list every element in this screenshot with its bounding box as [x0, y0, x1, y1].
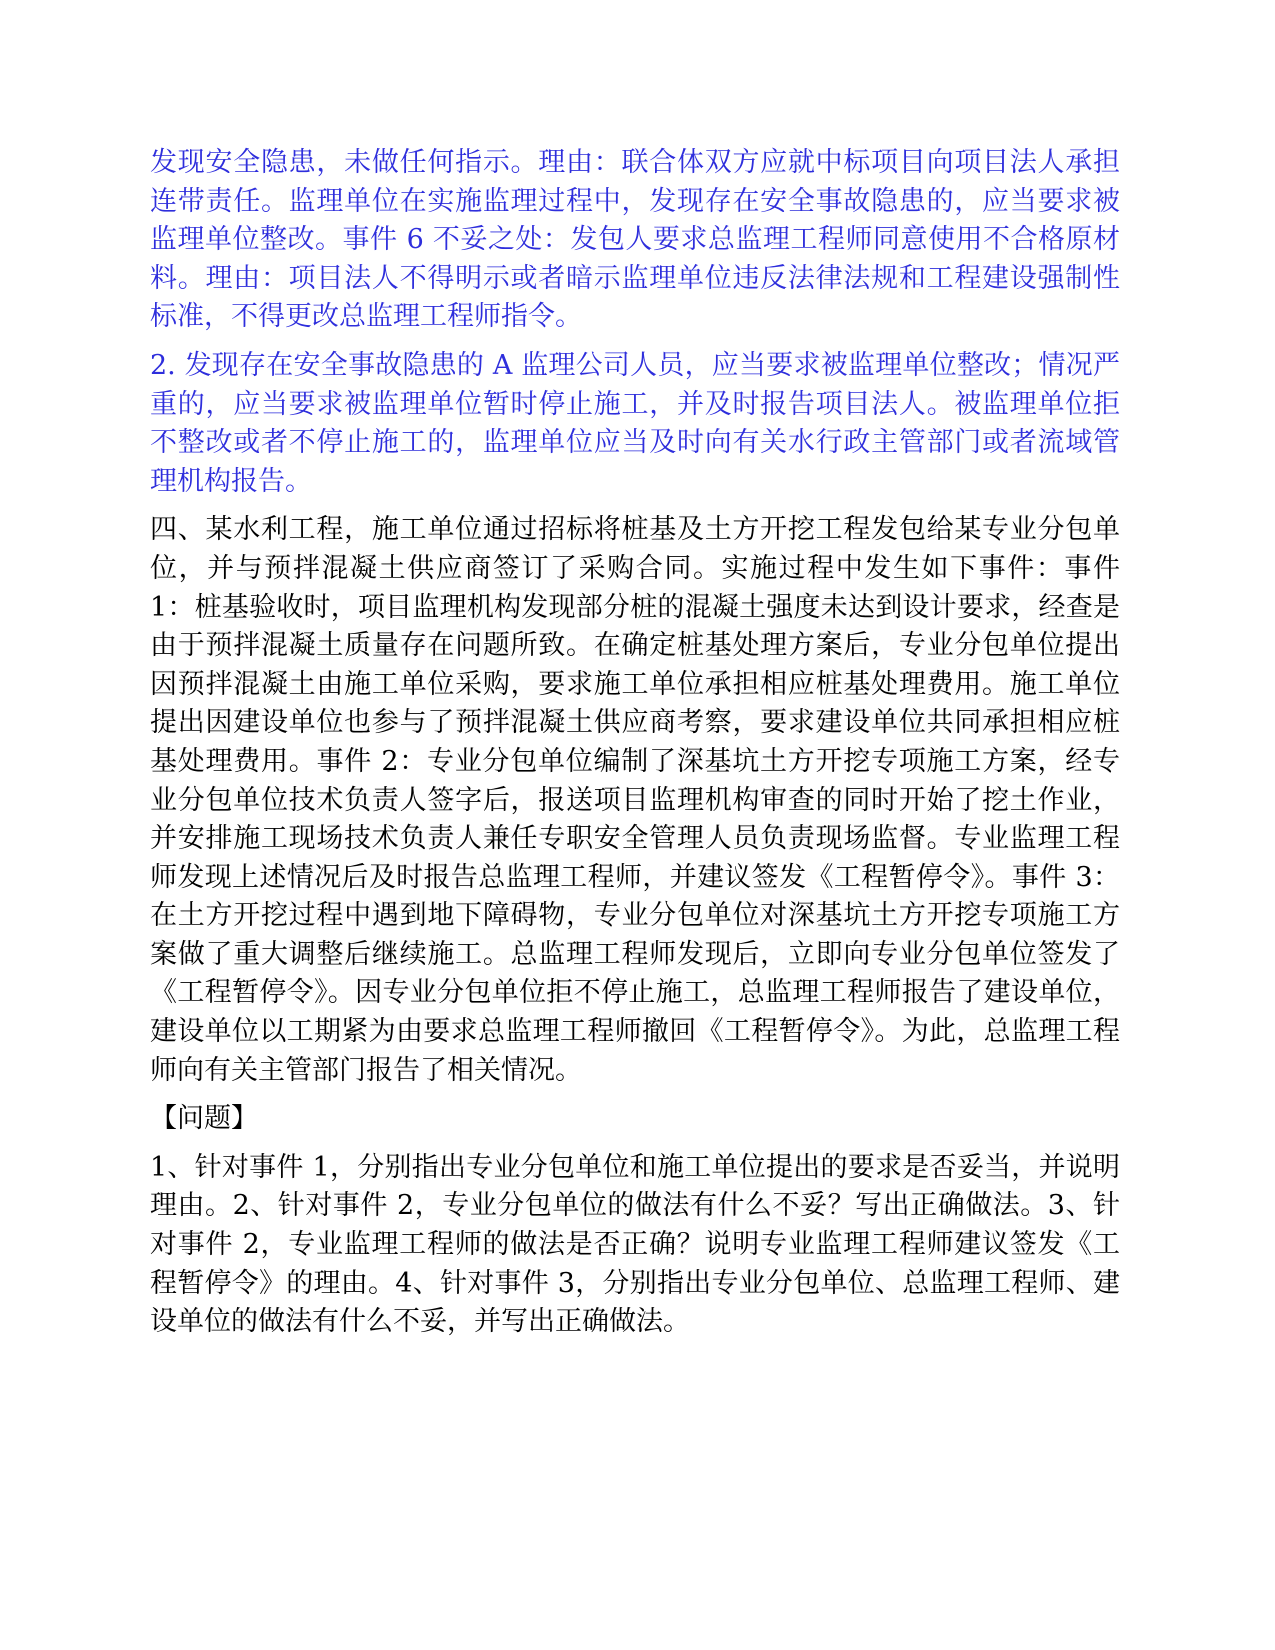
document-page: [150, 144, 1120, 1352]
answer-paragraph-1: 发现安全隐患，未做任何指示。理由：联合体双方应就中标项目向项目法人承担连带责任。监理单位在实施监理过程中，发现存在安全事故隐患的，应当要求被监理单位整改。事件 6 不妥之处：发包人要求总监理工程师同意使用不合格原材料。理由：项目法人不得明示或者暗示监理单位违反法律法规和工程建设强制性标准，不得更改总监理工程师指令。: [150, 147, 1120, 333]
answer-paragraph-2: 2. 发现存在安全事故隐患的 A 监理公司人员，应当要求被监理单位整改；情况严重的，应当要求被监理单位暂时停止施工，并及时报告项目法人。被监理单位拒不整改或者不停止施工的，监理单位应当及时向有关水行政主管部门或者流域管理机构报告。: [150, 349, 1120, 497]
case-description: 四、某水利工程，施工单位通过招标将桩基及土方开挖工程发包给某专业分包单位，并与预拌混凝土供应商签订了采购合同。实施过程中发生如下事件：事件 1：桩基验收时，项目监理机构发现部分桩的混凝土强度未达到设计要求，经查是由于预拌混凝土质量存在问题所致。在确定桩基处理方案后，专业分包单位提出因预拌混凝土由施工单位采购，要求施工单位承担相应桩基处理费用。施工单位提出因建设单位也参与了预拌混凝土供应商考察，要求建设单位共同承担相应桩基处理费用。事件 2：专业分包单位编制了深基坑土方开挖专项施工方案，经专业分包单位技术负责人签字后，报送项目监理机构审查的同时开始了挖土作业，并安排施工现场技术负责人兼任专职安全管理人员负责现场监督。专业监理工程师发现上述情况后及时报告总监理工程师，并建议签发《工程暂停令》。事件 3：在土方开挖过程中遇到地下障碍物，专业分包单位对深基坑土方开挖专项施工方案做了重大调整后继续施工。总监理工程师发现后，立即向专业分包单位签发了《工程暂停令》。因专业分包单位拒不停止施工，总监理工程师报告了建设单位，建设单位以工期紧为由要求总监理工程师撤回《工程暂停令》。为此，总监理工程师向有关主管部门报告了相关情况。: [150, 514, 1120, 1086]
questions-list: 1、针对事件 1，分别指出专业分包单位和施工单位提出的要求是否妥当，并说明理由。2、针对事件 2，专业分包单位的做法有什么不妥？写出正确做法。3、针对事件 2，专业监理工程师的做法是否正确？说明专业监理工程师建议签发《工程暂停令》的理由。4、针对事件 3，分别指出专业分包单位、总监理工程师、建设单位的做法有什么不妥，并写出正确做法。: [150, 1151, 1120, 1338]
questions-heading: 【问题】: [150, 1103, 258, 1135]
